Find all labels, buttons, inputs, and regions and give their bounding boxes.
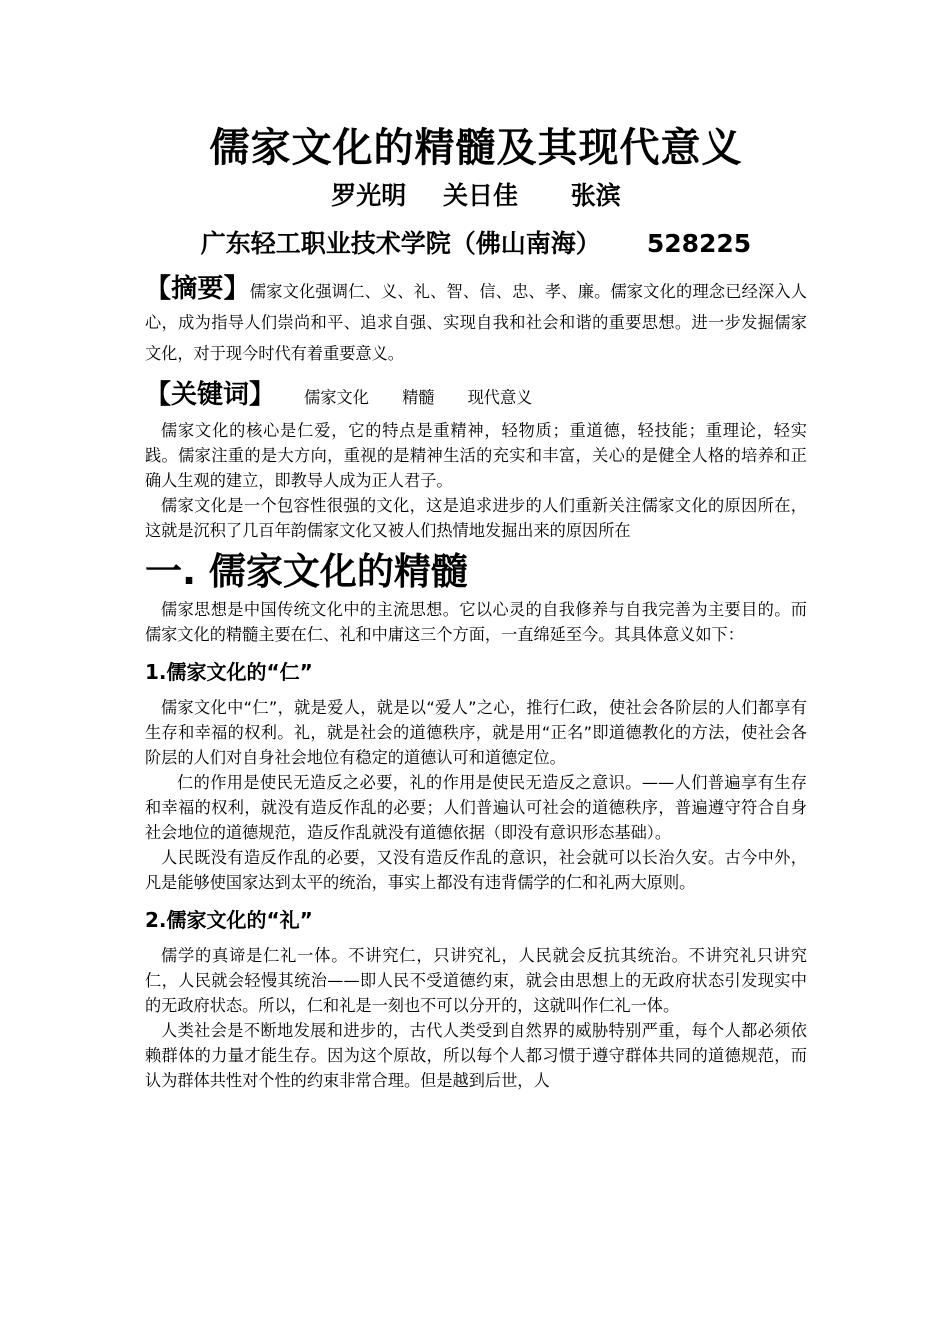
body-paragraph: 仁的作用是使民无造反之必要，礼的作用是使民无造反之意识。——人们普遍享有生存和幸福的权利，就没有造反作乱的必要；人们普遍认可社会的道德秩序，普遍遵守符合自身社会地位的道德规范，造反作乱就没有道德依据（即没有意识形态基础）。 <box>145 773 807 842</box>
body-paragraph: 儒学的真谛是仁礼一体。不讲究仁，只讲究礼，人民就会反抗其统治。不讲究礼只讲究仁，人民就会轻慢其统治——即人民不受道德约束，就会由思想上的无政府状态引发现实中的无政府状态。所以，仁和礼是一刻也不可以分开的，这就叫作仁礼一体。 <box>145 946 807 1015</box>
keyword: 儒家文化 <box>304 388 369 407</box>
intro-paragraph: 儒家文化是一个包容性很强的文化，这是追求进步的人们重新关注儒家文化的原因所在，这就是沉积了几百年韵儒家文化又被人们热情地发掘出来的原因所在 <box>145 496 807 540</box>
affiliation: 广东轻工职业技术学院（佛山南海） <box>200 229 601 258</box>
keywords-label: 【关键词】 <box>145 380 276 410</box>
author-name: 关日佳 <box>442 181 518 210</box>
abstract-label: 【摘要】 <box>145 274 250 304</box>
keyword: 现代意义 <box>467 388 533 407</box>
paper-title: 儒家文化的精髓及其现代意义 <box>209 125 743 171</box>
subsection-heading: 1.儒家文化的“仁” <box>145 660 313 684</box>
author-list <box>145 176 807 216</box>
abstract-text: 儒家文化强调仁、义、礼、智、信、忠、孝、廉。儒家文化的理念已经深入人心，成为指导人们崇尚和平、追求自强、实现自我和社会和谐的重要思想。进一步发掘儒家文化，对于现今时代有着重要意义。 <box>145 282 807 363</box>
body-paragraph: 人民既没有造反作乱的必要，又没有造反作乱的意识，社会就可以长治久安。古今中外，凡是能够使国家达到太平的统治，事实上都没有违背儒学的仁和礼两大原则。 <box>145 848 807 892</box>
author-name: 罗光明 <box>331 181 407 210</box>
abstract <box>145 274 807 369</box>
intro-paragraph: 儒家文化的核心是仁爱，它的特点是重精神，轻物质；重道德，轻技能；重理论，轻实践。儒家注重的是大方向，重视的是精神生活的充实和丰富，关心的是健全人格的培养和正确人生观的建立，即教导人成为正人君子。 <box>145 421 807 490</box>
postcode: 528225 <box>646 229 752 258</box>
body-paragraph: 儒家文化中“仁”，就是爱人，就是以“爱人”之心，推行仁政，使社会各阶层的人们都享有生存和幸福的权利。礼，就是社会的道德秩序，就是用“正名”即道德教化的方法，使社会各阶层的人们对自身社会地位有稳定的道德认可和道德定位。 <box>145 698 807 767</box>
document-page <box>145 120 807 1093</box>
body-paragraph: 人类社会是不断地发展和进步的，古代人类受到自然界的威胁特别严重，每个人都必须依赖群体的力量才能生存。因为这个原故，所以每个人都习惯于遵守群体共同的道德规范，而认为群体共性对个性的约束非常合理。但是越到后世，人 <box>145 1021 807 1090</box>
keywords <box>145 375 807 418</box>
section-heading: 一. 儒家文化的精髓 <box>145 550 468 593</box>
keyword: 精髓 <box>402 388 435 407</box>
affiliation-line <box>145 220 807 268</box>
author-name: 张滨 <box>570 181 621 210</box>
section-intro: 儒家思想是中国传统文化中的主流思想。它以心灵的自我修养与自我完善为主要目的。而儒家文化的精髓主要在仁、礼和中庸这三个方面，一直绵延至今。其具体意义如下： <box>145 600 807 644</box>
subsection-heading: 2.儒家文化的“礼” <box>145 908 313 932</box>
